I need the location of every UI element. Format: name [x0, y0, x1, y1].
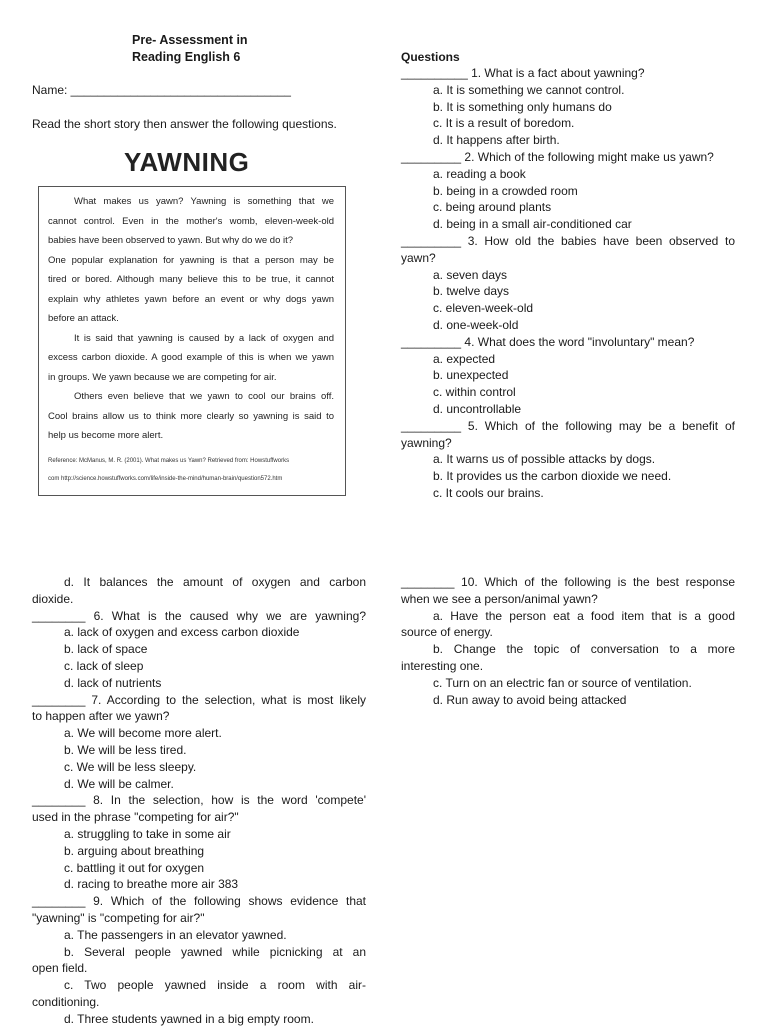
story-line: babies have been observed to yawn. But why do we do it?: [48, 235, 294, 246]
answer-option: d. racing to breathe more air 383: [64, 877, 239, 892]
answer-option: c. eleven-week-old: [433, 301, 534, 316]
answer-option: a. struggling to take in some air: [64, 826, 231, 841]
story-line: in groups. We yawn because we are competing for air.: [48, 371, 277, 383]
name-field: Name: _________________________________: [32, 83, 291, 97]
answer-option: a. We will become more alert.: [64, 726, 222, 741]
story-title: YAWNING: [124, 147, 250, 177]
answer-option: b. We will be less tired.: [64, 742, 187, 757]
answer-option: d. uncontrollable: [433, 401, 522, 416]
question-text: used in the phrase "competing for air?": [32, 810, 239, 825]
answer-option: c. Turn on an electric fan or source of ventilation.: [433, 675, 692, 690]
title-line-1: Pre- Assessment in: [132, 33, 248, 47]
question-text: _________ 2. Which of the following might make us yawn?: [401, 149, 714, 164]
story-line: explain why athletes yawn before an event or why dogs yawn: [48, 293, 334, 305]
story-line: Cool brains allow us to think more clearly so yawning is said to: [48, 410, 334, 422]
answer-option: b. arguing about breathing: [64, 843, 205, 858]
question-text: conditioning.: [32, 994, 100, 1009]
answer-option: b. It is something only humans do: [433, 99, 612, 114]
story-reference: Reference: McManus, M. R. (2001). What makes us Yawn? Retrieved from: Howstuffworks: [48, 458, 290, 464]
questions-column-bottom-right: [401, 574, 735, 708]
answer-option: b. lack of space: [64, 642, 148, 657]
question-text: source of energy.: [401, 625, 493, 640]
story-line: Others even believe that we yawn to cool our brains off.: [74, 391, 334, 402]
story-line: tired or bored. Although many believe this to be true, it cannot: [48, 274, 334, 285]
story-line: cannot control. Even in the mother's womb, eleven-week-old: [48, 215, 334, 227]
answer-option: d. one-week-old: [433, 317, 519, 332]
answer-option: b. being in a crowded room: [433, 183, 578, 198]
answer-option: b. twelve days: [433, 284, 510, 299]
question-text: interesting one.: [401, 658, 484, 673]
question-text: ________ 9. Which of the following shows evidence that: [32, 894, 366, 909]
answer-option: b. Several people yawned while picnicking at an: [64, 944, 366, 959]
story-line: help us become more alert.: [48, 430, 164, 441]
answer-option: a. Have the person eat a food item that is a good: [433, 608, 735, 623]
answer-option: c. within control: [433, 385, 516, 400]
answer-option: c. lack of sleep: [64, 658, 144, 673]
answer-option: a. It warns us of possible attacks by dogs.: [433, 452, 656, 467]
instruction-text: Read the short story then answer the following questions.: [32, 117, 337, 131]
answer-option: c. battling it out for oxygen: [64, 860, 205, 875]
story-line: One popular explanation for yawning is that a person may be: [48, 254, 334, 266]
answer-option: d. We will be calmer.: [64, 776, 174, 791]
question-text: _________ 3. How old the babies have been observed to: [401, 233, 735, 248]
answer-option: a. It is something we cannot control.: [433, 82, 625, 97]
question-text: dioxide.: [32, 591, 74, 606]
answer-option: c. being around plants: [433, 200, 552, 215]
question-text: ________ 7. According to the selection, what is most likely: [32, 692, 366, 707]
story-line: before an attack.: [48, 313, 119, 324]
question-text: to happen after we yawn?: [32, 709, 170, 724]
question-text: __________ 1. What is a fact about yawning?: [401, 66, 645, 80]
story-line: excess carbon dioxide. A good example of this is when we yawn: [48, 352, 334, 363]
title-line-2: Reading English 6: [132, 50, 241, 64]
question-text: yawn?: [401, 250, 436, 265]
answer-option: a. The passengers in an elevator yawned.: [64, 927, 287, 942]
assessment-title: [132, 32, 248, 66]
question-text: ________ 10. Which of the following is the best response: [401, 575, 735, 589]
question-text: _________ 4. What does the word "involuntary" mean?: [401, 334, 695, 349]
answer-option: c. It cools our brains.: [433, 485, 544, 500]
answer-option: c. We will be less sleepy.: [64, 759, 197, 774]
answer-option: b. unexpected: [433, 368, 509, 383]
answer-option: a. seven days: [433, 267, 508, 282]
answer-option: a. expected: [433, 351, 496, 366]
question-text: yawning?: [401, 435, 452, 450]
story-line: It is said that yawning is caused by a lack of oxygen and: [74, 332, 334, 344]
question-text: ________ 8. In the selection, how is the word 'compete': [32, 793, 366, 808]
answer-option: b. Change the topic of conversation to a more: [433, 642, 735, 657]
question-text: "yawning" is "competing for air?": [32, 910, 205, 925]
answer-option: d. It happens after birth.: [433, 133, 560, 148]
question-text: _________ 5. Which of the following may be a benefit of: [401, 418, 735, 433]
question-text: open field.: [32, 961, 88, 976]
answer-option: d. Run away to avoid being attacked: [433, 692, 627, 707]
answer-option: d. It balances the amount of oxygen and carbon: [64, 575, 366, 589]
answer-option: a. lack of oxygen and excess carbon dioxide: [64, 625, 300, 640]
answer-option: b. It provides us the carbon dioxide we need.: [433, 469, 672, 484]
answer-option: a. reading a book: [433, 166, 526, 181]
question-text: ________ 6. What is the caused why we are yawning?: [32, 608, 366, 623]
answer-option: d. Three students yawned in a big empty room.: [64, 1011, 314, 1026]
question-text: when we see a person/animal yawn?: [401, 591, 598, 606]
questions-column-top-right: [401, 65, 735, 502]
answer-option: d. being in a small air-conditioned car: [433, 217, 632, 232]
story-reference-url: com http://science.howstuffworks.com/life/inside-the-mind/human-brain/question572.htm: [48, 476, 283, 482]
answer-option: c. It is a result of boredom.: [433, 116, 575, 131]
questions-heading: Questions: [401, 50, 460, 64]
story-line: What makes us yawn? Yawning is something that we: [74, 196, 334, 207]
answer-option: d. lack of nutrients: [64, 675, 162, 690]
questions-column-bottom-left: [32, 574, 366, 1028]
answer-option: c. Two people yawned inside a room with air-: [64, 978, 366, 993]
